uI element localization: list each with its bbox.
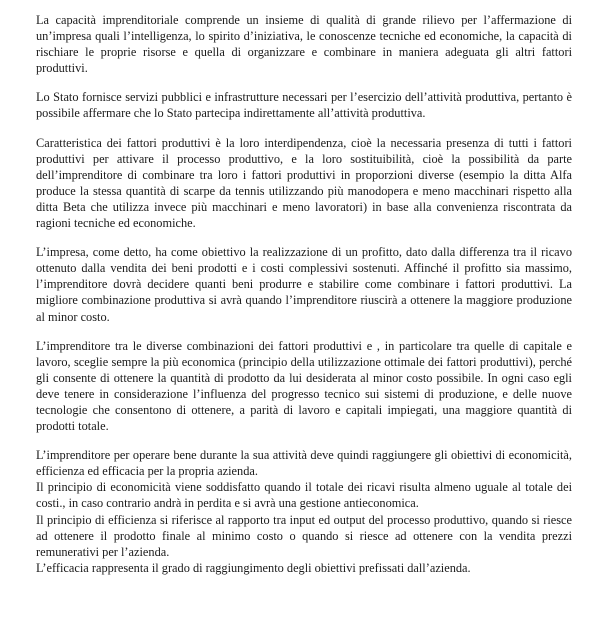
paragraph-fattori-produttivi: Caratteristica dei fattori produttivi è la loro interdipendenza, cioè la necessaria presenza di tutti i fattori produttivi per attivare il processo produttivo, e la loro sostituibilità, cioè la possibilità da parte dell’imprenditore di combinare tra loro i fattori produttivi in proporzioni diverse (esempio la ditta Alfa produce la stessa quantità di scarpe da tennis utilizzando più manodopera e meno macchinari rispetto alla ditta Beta che utilizza invece più macchinari e meno lavoratori) in base alla convenienza riscontrata da ragioni tecniche ed economiche.: [36, 135, 572, 231]
text-line-efficienza: Il principio di efficienza si riferisce al rapporto tra input ed output del processo produttivo, quando si riesce ad ottenere il prodotto finale al minimo costo o quando si riesce ad ottenere con la vendita prezzi remunerativi per l’azienda.: [36, 512, 572, 559]
paragraph-profitto: L’impresa, come detto, ha come obiettivo la realizzazione di un profitto, dato dalla differenza tra il ricavo ottenuto dalla vendita dei beni prodotti e i costi complessivi sostenuti. Affinché il profitto sia massimo, l’imprenditore dovrà decidere quanti beni produrre e stabilire come combinare i fattori produttivi. La migliore combinazione produttiva si avrà quando l’imprenditore riuscirà a ottenere la maggiore produzione al minor costo.: [36, 245, 572, 324]
text-line-economicita: Il principio di economicità viene soddisfatto quando il totale dei ricavi risulta almeno uguale al totale dei costi., in caso contrario andrà in perdita e si avrà una gestione antieconomica.: [36, 480, 572, 511]
document-body: [36, 12, 572, 589]
paragraph-stato: Lo Stato fornisce servizi pubblici e infrastrutture necessari per l’esercizio dell’attività produttiva, pertanto è possibile affermare che lo Stato partecipa indirettamente all’attività produttiva.: [36, 90, 572, 121]
paragraph-combinazioni: L’imprenditore tra le diverse combinazioni dei fattori produttivi e , in particolare tra quelle di capitale e lavoro, sceglie sempre la più economica (principio della utilizzazione ottimale dei fattori produttivi), perché gli consente di ottenere la quantità di prodotto da lui desiderata al minor costo possibile. In ogni caso egli deve tenere in considerazione l’influenza del progresso tecnico sui sistemi di produzione, e delle nuove tecnologie che consentono di ottenere, a parità di lavoro e capitali impiegati, una maggiore quantità di prodotti totale.: [36, 338, 572, 434]
paragraph-obiettivi: [36, 447, 572, 576]
paragraph-capacita-imprenditoriale: La capacità imprenditoriale comprende un insieme di qualità di grande rilievo per l’affermazione di un’impresa quali l’intelligenza, lo spirito d’iniziativa, le conoscenze tecniche ed economiche, la capacità di rischiare le proprie risorse e quella di organizzare e combinare in maniera adeguata gli altri fattori produttivi.: [36, 13, 572, 76]
text-line-obiettivi: L’imprenditore per operare bene durante la sua attività deve quindi raggiungere gli obiettivi di economicità, efficienza ed efficacia per la propria azienda.: [36, 448, 572, 479]
text-line-efficacia: L’efficacia rappresenta il grado di raggiungimento degli obiettivi prefissati dall’azienda.: [36, 560, 471, 575]
